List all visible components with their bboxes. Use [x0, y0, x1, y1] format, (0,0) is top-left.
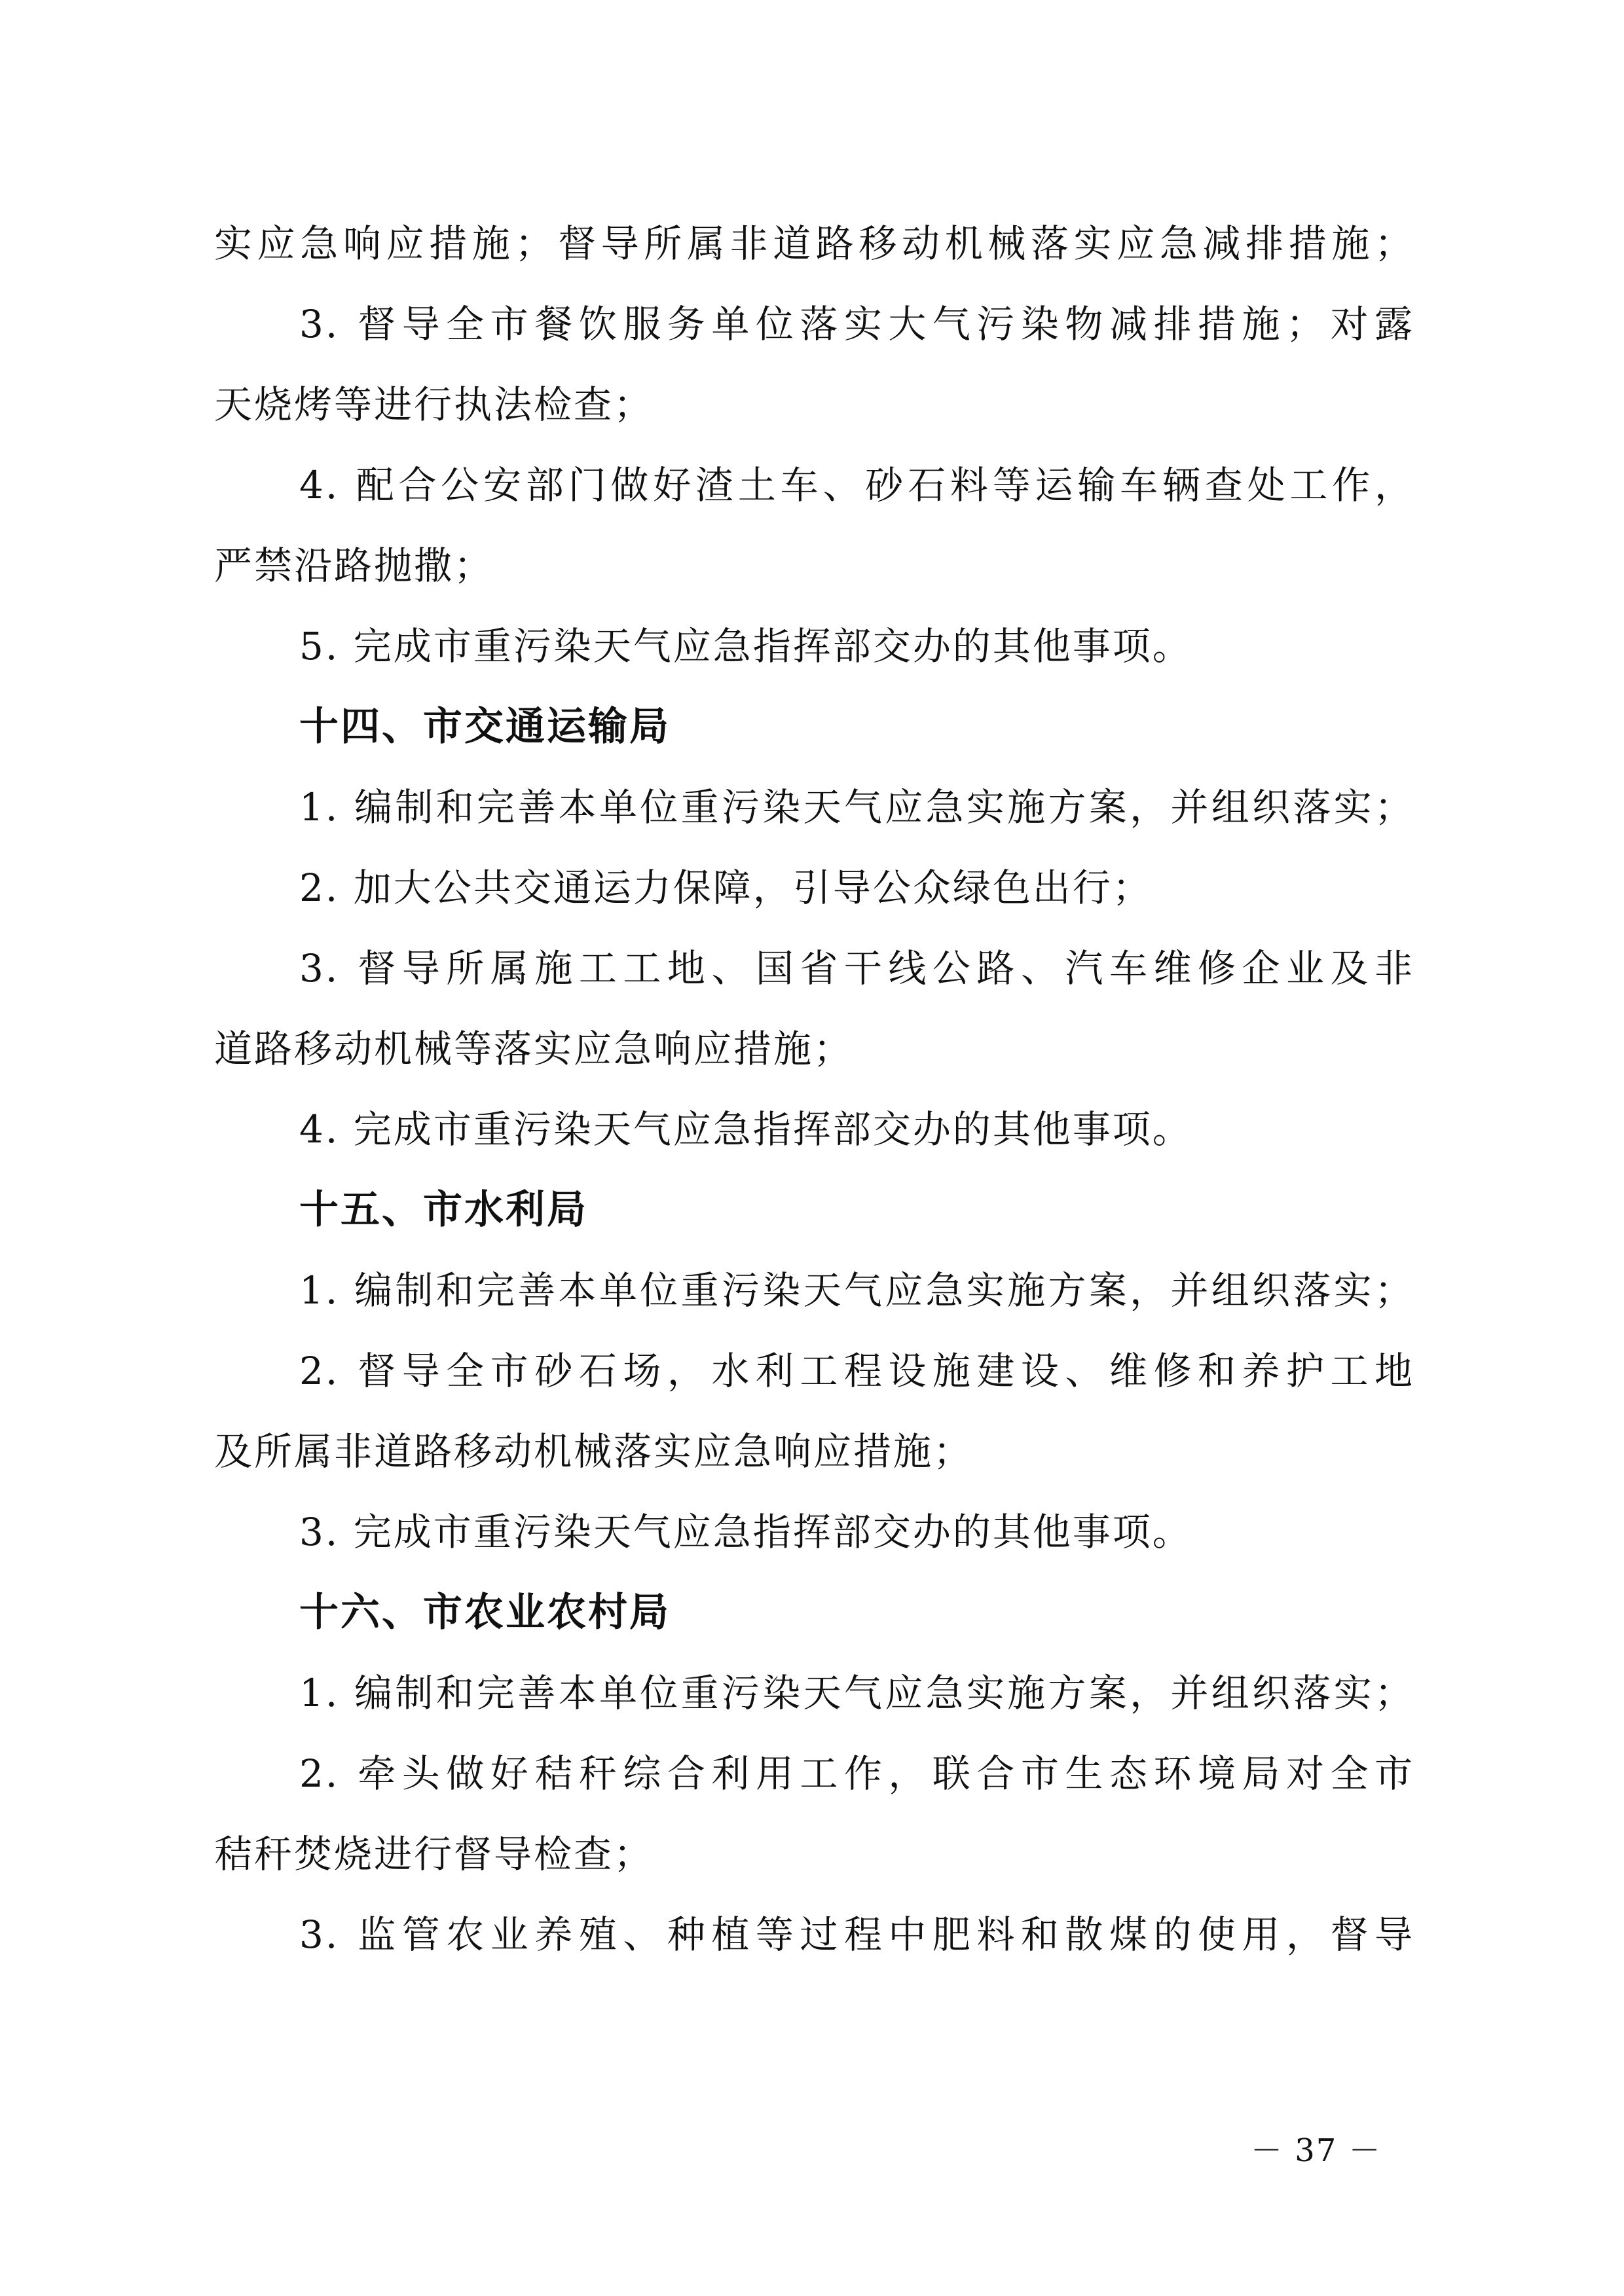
- text-line: 实应急响应措施；督导所属非道路移动机械落实应急减排措施；: [214, 221, 1414, 266]
- text-line: 3. 监管农业养殖、种植等过程中肥料和散煤的使用，督导: [299, 1912, 1414, 1957]
- text-line: 严禁沿路抛撒；: [214, 543, 494, 588]
- text-line: 3. 督导所属施工工地、国省干线公路、汽车维修企业及非: [299, 946, 1414, 991]
- text-line: 2. 牵头做好秸秆综合利用工作，联合市生态环境局对全市: [299, 1751, 1414, 1796]
- text-line: 4. 完成市重污染天气应急指挥部交办的其他事项。: [299, 1107, 1192, 1152]
- section-heading: 十四、市交通运输局: [299, 704, 671, 750]
- text-line: 1. 编制和完善本单位重污染天气应急实施方案，并组织落实；: [299, 1268, 1414, 1313]
- section-heading: 十六、市农业农村局: [299, 1590, 671, 1635]
- text-line: 5. 完成市重污染天气应急指挥部交办的其他事项。: [299, 624, 1192, 668]
- text-line: 1. 编制和完善本单位重污染天气应急实施方案，并组织落实；: [299, 1671, 1414, 1715]
- text-line: 4. 配合公安部门做好渣土车、砂石料等运输车辆查处工作，: [299, 463, 1414, 507]
- page-number: － 37 －: [1251, 2132, 1382, 2169]
- text-line: 2. 加大公共交通运力保障，引导公众绿色出行；: [299, 866, 1153, 910]
- section-heading: 十五、市水利局: [299, 1187, 588, 1233]
- text-line: 天烧烤等进行执法检查；: [214, 382, 654, 427]
- text-line: 3. 督导全市餐饮服务单位落实大气污染物减排措施；对露: [299, 302, 1414, 346]
- text-line: 3. 完成市重污染天气应急指挥部交办的其他事项。: [299, 1510, 1192, 1554]
- text-line: 1. 编制和完善本单位重污染天气应急实施方案，并组织落实；: [299, 785, 1414, 829]
- text-line: 秸秆焚烧进行督导检查；: [214, 1832, 654, 1876]
- text-line: 2. 督导全市砂石场，水利工程设施建设、维修和养护工地: [299, 1349, 1414, 1393]
- text-line: 及所属非道路移动机械落实应急响应措施；: [214, 1429, 974, 1474]
- text-line: 道路移动机械等落实应急响应措施；: [214, 1027, 854, 1071]
